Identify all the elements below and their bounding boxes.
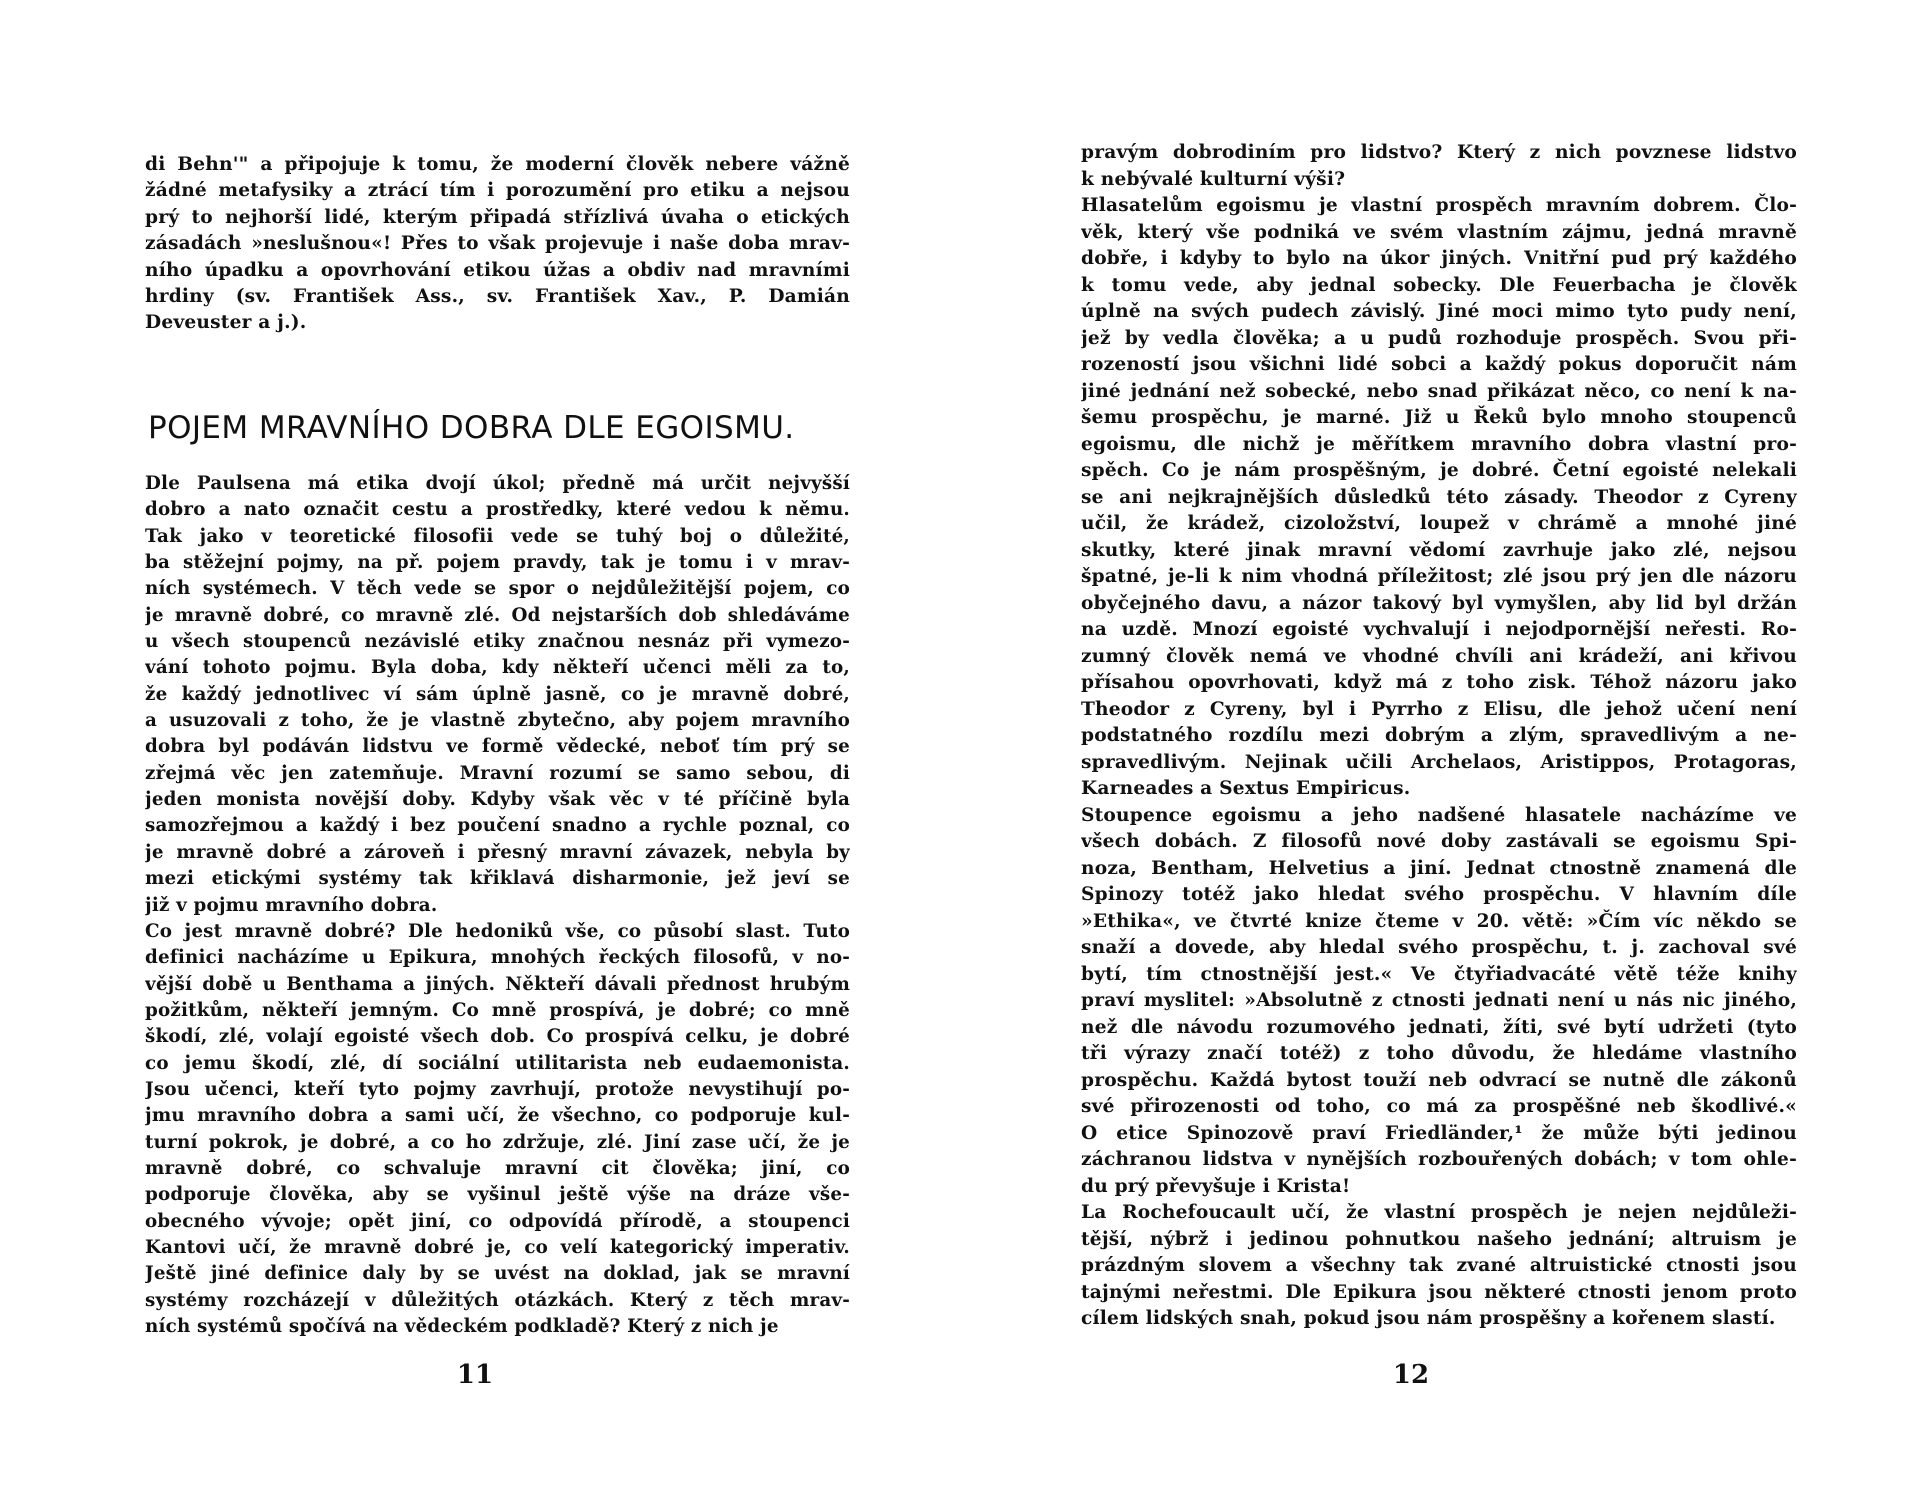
text-line: pravým dobrodiním pro lidstvo? Který z nich povznese lidstvo	[1081, 142, 1797, 163]
text-line: jiné jednání než sobecké, nebo snad přikázat něco, co není k na-	[1081, 380, 1797, 402]
text-line: systémy rozcházejí v důležitých otázkách. Který z těch mrav-	[145, 1289, 850, 1311]
chapter-heading: POJEM MRAVNÍHO DOBRA DLE EGOISMU.	[148, 410, 795, 446]
text-line: mravně dobré, co schvaluje mravní cit člověka; jiní, co	[145, 1157, 850, 1179]
text-line: rozeností jsou všichni lidé sobci a každý pokus doporučit nám	[1081, 354, 1797, 375]
text-line: všech dobách. Z filosofů nové doby zastávali se egoismu Spi-	[1081, 831, 1797, 852]
text-line: Ještě jiné definice daly by se uvést na doklad, jak se mravní	[145, 1263, 850, 1285]
text-line: dobře, i kdyby to bylo na úkor jiných. Vnitřní pud prý každého	[1081, 248, 1797, 269]
text-line: šemu prospěchu, je marné. Již u Řeků bylo mnoho stoupenců	[1081, 407, 1797, 428]
right-page	[961, 0, 1922, 1500]
text-line: k tomu vede, aby jednal sobecky. Dle Feuerbacha je člověk	[1081, 274, 1797, 296]
text-line: podporuje člověka, aby se vyšinul ještě výše na dráze vše-	[145, 1184, 850, 1206]
text-line: obyčejného davu, a názor takový byl vymyšlen, aby lid byl držán	[1081, 592, 1797, 614]
intro-paragraph	[145, 152, 850, 337]
text-line: hrdiny (sv. František Ass., sv. František Xav., P. Damián	[145, 286, 850, 308]
text-line: tější, nýbrž i jedinou pohnutkou našeho jednání; altruism je	[1081, 1228, 1797, 1250]
text-line: učil, že krádež, cizoložství, loupež v chrámě a mnohé jiné	[1081, 513, 1797, 534]
text-line: Theodor z Cyreny, byl i Pyrrho z Elisu, dle jehož učení není	[1081, 698, 1797, 720]
text-line: své přirozenosti od toho, co má za prospěšné neb škodlivé.«	[1081, 1096, 1797, 1117]
text-line: du prý převyšuje i Krista!	[1081, 1175, 1351, 1197]
text-line: turní pokrok, je dobré, a co ho zdržuje, zlé. Jiní zase učí, že je	[145, 1131, 850, 1153]
text-line: ních systémů spočívá na vědeckém podkladě? Který z nich je	[145, 1316, 779, 1337]
text-line: bytí, tím ctnostnější jest.« Ve čtyřiadvacáté větě téže knihy	[1081, 963, 1797, 985]
text-line: mezi etickými systémy tak křiklavá disharmonie, jež jeví se	[145, 868, 850, 890]
text-line: ního úpadku a opovrhování etikou úžas a obdiv nad mravními	[145, 259, 850, 281]
text-line: Karneades a Sextus Empiricus.	[1081, 778, 1411, 799]
text-line: jmu mravního dobra a sami učí, že všechno, co podporuje kul-	[145, 1105, 850, 1127]
text-line: je mravně dobré a zároveň i přesný mravní závazek, nebyla by	[145, 841, 850, 863]
text-line: Hlasatelům egoismu je vlastní prospěch mravním dobrem. Člo-	[1081, 195, 1797, 216]
text-line: co jemu škodí, zlé, dí sociální utilitarista neb eudaemonista.	[145, 1052, 850, 1074]
text-line: zřejmá věc jen zatemňuje. Mravní rozumí se samo sebou, di	[145, 762, 850, 784]
text-line: obecného vývoje; opět jiní, co odpovídá přírodě, a stoupenci	[145, 1210, 850, 1232]
text-line: a usuzovali z toho, že je vlastně zbytečno, aby pojem mravního	[145, 710, 850, 732]
text-line: dobro a nato označit cestu a prostředky, které vedou k němu.	[145, 499, 850, 521]
text-line: prospěchu. Každá bytost touží neb odvrací se nutně dle zákonů	[1081, 1069, 1797, 1091]
text-line: Co jest mravně dobré? Dle hedoniků vše, co působí slast. Tuto	[145, 920, 850, 942]
text-line: spravedlivým. Nejinak učili Archelaos, Aristippos, Protagoras,	[1081, 751, 1797, 773]
text-line: Kantovi učí, že mravně dobré je, co velí kategorický imperativ.	[145, 1236, 850, 1258]
text-line: k nebývalé kulturní výši?	[1081, 168, 1346, 190]
text-line: tři výrazy značí totéž) z toho důvodu, že hledáme vlastního	[1081, 1043, 1797, 1064]
text-line: žádné metafysiky a ztrácí tím i porozumění pro etiku a nejsou	[145, 180, 850, 202]
text-line: škodí, zlé, volají egoisté všech dob. Co prospívá celku, je dobré	[145, 1026, 850, 1048]
text-line: noza, Bentham, Helvetius a jiní. Jednat ctnostně znamená dle	[1081, 857, 1797, 879]
text-line: že každý jednotlivec ví sám úplně jasně, co je mravně dobré,	[145, 683, 850, 705]
text-line: La Rochefoucault učí, že vlastní prospěch je nejen nejdůleži-	[1081, 1202, 1797, 1223]
text-line: jeden monista novější doby. Kdyby však věc v té příčině byla	[145, 789, 850, 811]
text-line: cílem lidských snah, pokud jsou nám prospěšny a kořenem slastí.	[1081, 1308, 1776, 1329]
body-text	[1081, 140, 1797, 1333]
text-line: vější době u Benthama a jiných. Někteří dávali přednost hrubým	[145, 973, 850, 995]
text-line: Deveuster a j.).	[145, 312, 307, 334]
text-line: přísahou opovrhovati, když má z toho zisk. Téhož názoru jako	[1081, 672, 1797, 693]
text-line: egoismu, dle nichž je měřítkem mravního dobra vlastní pro-	[1081, 433, 1797, 455]
text-line: se ani nejkrajnějších důsledků této zásady. Theodor z Cyreny	[1081, 486, 1797, 508]
page-number: 11	[456, 1360, 494, 1390]
text-line: samozřejmou a každý i bez poučení snadno a rychle poznal, co	[145, 815, 850, 837]
text-line: tajnými neřestmi. Dle Epikura jsou některé ctnosti jenom proto	[1081, 1281, 1797, 1303]
text-line: prý to nejhorší lidé, kterým připadá střízlivá úvaha o etických	[145, 206, 850, 228]
text-line: definici nacházíme u Epikura, mnohých řeckých filosofů, v no-	[145, 947, 850, 969]
text-line: již v pojmu mravního dobra.	[145, 894, 438, 916]
text-line: požitkům, někteří jemným. Co mně prospívá, je dobré; co mně	[145, 999, 850, 1021]
text-line: zásadách »neslušnou«! Přes to však projevuje i naše doba mrav-	[145, 233, 850, 255]
text-line: Tak jako v teoretické filosofii vede se tuhý boj o důležité,	[145, 525, 850, 547]
text-line: Jsou učenci, kteří tyto pojmy zavrhují, protože nevystihují po-	[145, 1078, 850, 1100]
text-line: Stoupence egoismu a jeho nadšené hlasatele nacházíme ve	[1081, 804, 1797, 826]
text-line: »Ethika«, ve čtvrté knize čteme v 20. větě: »Čím víc někdo se	[1081, 910, 1797, 932]
text-line: spěch. Co je nám prospěšným, je dobré. Četní egoisté nelekali	[1081, 460, 1797, 481]
text-line: di Behn'" a připojuje k tomu, že moderní člověk nebere vážně	[145, 154, 850, 175]
text-line: špatné, je-li k nim vhodná příležitost; zlé jsou prý jen dle názoru	[1081, 566, 1797, 587]
text-line: Spinozy totéž jako hledat svého prospěchu. V hlavním díle	[1081, 884, 1797, 905]
text-line: jež by vedla člověka; a u pudů rozhoduje prospěch. Svou při-	[1081, 327, 1797, 349]
text-line: podstatného rozdílu mezi dobrým a zlým, spravedlivým a ne-	[1081, 725, 1797, 746]
text-line: praví myslitel: »Absolutně z ctnosti jednati není u nás nic jiného,	[1081, 990, 1797, 1011]
text-line: ních systémech. V těch vede se spor o nejdůležitější pojem, co	[145, 578, 850, 600]
text-line: než dle návodu rozumového jednati, žíti, své bytí udržeti (tyto	[1081, 1016, 1797, 1038]
text-line: vání tohoto pojmu. Byla doba, kdy někteří učenci měli za to,	[145, 657, 850, 679]
text-line: zumný člověk nemá ve vhodné chvíli ani krádeží, ani křivou	[1081, 645, 1797, 667]
text-line: prázdným slovem a všechny tak zvané altruistické ctnosti jsou	[1081, 1255, 1797, 1276]
text-line: skutky, které jinak mravní vědomí zavrhuje jako zlé, nejsou	[1081, 539, 1797, 561]
text-line: na uzdě. Mnozí egoisté vychvalují i nejodpornější neřesti. Ro-	[1081, 619, 1797, 640]
body-text	[145, 471, 850, 1340]
text-line: je mravně dobré, co mravně zlé. Od nejstarších dob shledáváme	[145, 604, 850, 626]
text-line: snaží a dovede, aby hledal svého prospěchu, t. j. zachoval své	[1081, 937, 1797, 958]
page-number: 12	[1392, 1360, 1430, 1390]
text-line: úplně na svých pudech závislý. Jiné moci mimo tyto pudy není,	[1081, 301, 1797, 322]
text-line: O etice Spinozově praví Friedländer,¹ že může býti jedinou	[1081, 1122, 1797, 1144]
text-line: Dle Paulsena má etika dvojí úkol; předně má určit nejvyšší	[145, 473, 850, 494]
text-line: dobra byl podáván lidstvu ve formě vědecké, neboť tím prý se	[145, 736, 850, 758]
text-line: u všech stoupenců nezávislé etiky značnou nesnáz při vymezo-	[145, 631, 850, 653]
text-line: ba stěžejní pojmy, na př. pojem pravdy, tak je tomu i v mrav-	[145, 552, 850, 574]
text-line: věk, který vše podniká ve svém vlastním zájmu, jedná mravně	[1081, 221, 1797, 243]
text-line: záchranou lidstva v nynějších rozbouřených dobách; v tom ohle-	[1081, 1149, 1797, 1170]
